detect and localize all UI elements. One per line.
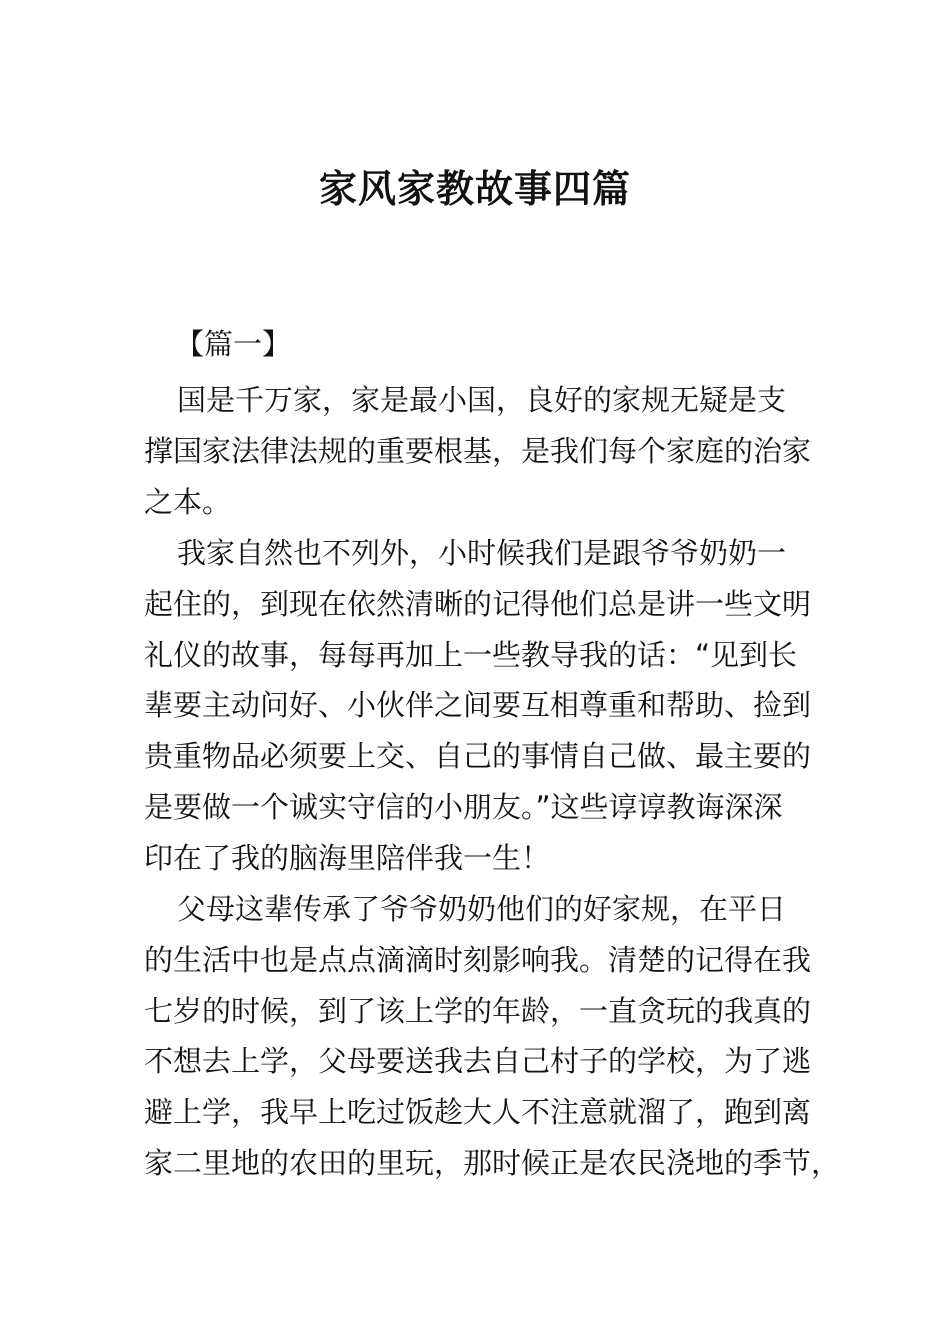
paragraph-line: 之本。: [144, 484, 232, 519]
paragraph-line: 的生活中也是点点滴滴时刻影响我。清楚的记得在我: [144, 942, 812, 977]
document-title: 家风家教故事四篇: [318, 167, 631, 212]
paragraph-line: 起住的，到现在依然清晰的记得他们总是讲一些文明: [144, 586, 812, 621]
paragraph-line: 辈要主动问好、小伙伴之间要互相尊重和帮助、捡到: [144, 688, 812, 723]
paragraph-line: 贵重物品必须要上交、自己的事情自己做、最主要的: [144, 739, 812, 774]
paragraph-line: 礼仪的故事，每每再加上一些教导我的话：“见到长: [144, 637, 798, 672]
paragraph-line: 是要做一个诚实守信的小朋友。”这些谆谆教诲深深: [144, 789, 783, 824]
paragraph-line: 撑国家法律法规的重要根基，是我们每个家庭的治家: [144, 433, 812, 468]
paragraph-2: [144, 528, 824, 884]
paragraph-1: [144, 375, 824, 527]
paragraph-line: 家二里地的农田的里玩，那时候正是农民浇地的季节，: [144, 1145, 841, 1180]
paragraph-line: 不想去上学，父母要送我去自己村子的学校，为了逃: [144, 1044, 812, 1079]
paragraph-line: 避上学，我早上吃过饭趁大人不注意就溜了，跑到离: [144, 1095, 812, 1130]
paragraph-3: [144, 884, 841, 1189]
paragraph-line: 父母这辈传承了爷爷奶奶他们的好家规，在平日: [177, 892, 787, 926]
paragraph-line: 七岁的时候，到了该上学的年龄，一直贪玩的我真的: [144, 993, 812, 1028]
section-heading: 【篇一】: [175, 327, 292, 361]
paragraph-line: 国是千万家，家是最小国，良好的家规无疑是支: [177, 383, 787, 417]
paragraph-line: 印在了我的脑海里陪伴我一生！: [144, 840, 551, 875]
paragraph-line: 我家自然也不列外，小时候我们是跟爷爷奶奶一: [177, 536, 787, 570]
